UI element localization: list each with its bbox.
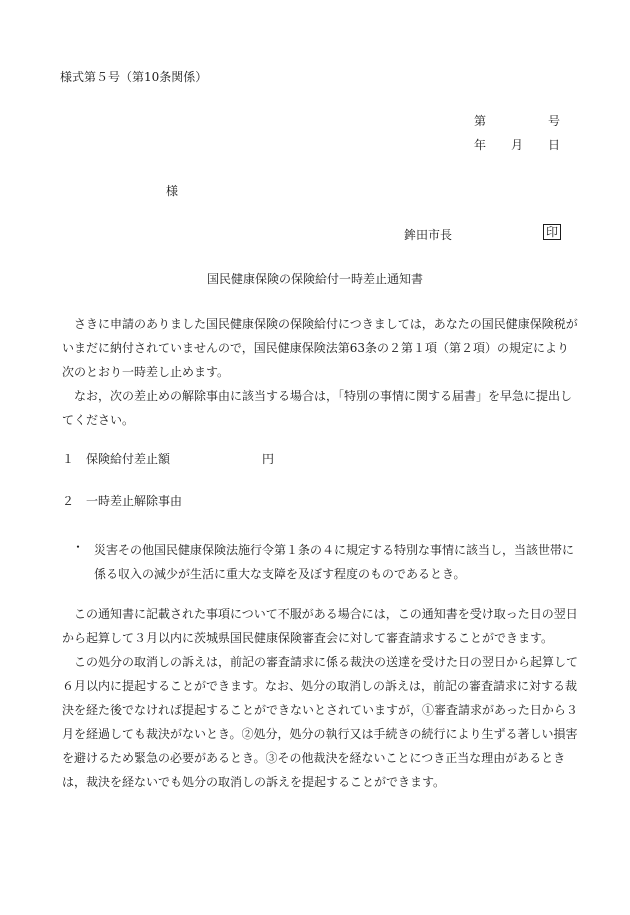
body-paragraph-2: なお，次の差止めの解除事由に該当する場合は，「特別の事情に関する届書」を早急に提出してください。 xyxy=(62,389,573,427)
document-title: 国民健康保険の保険給付一時差止通知書 xyxy=(206,272,423,286)
date-year-label: 年 xyxy=(474,138,487,152)
document-number-label: 第 xyxy=(474,114,487,128)
item-1-unit: 円 xyxy=(262,452,275,466)
item-1-number: １ xyxy=(62,452,75,466)
document-number-suffix: 号 xyxy=(548,114,561,128)
appeal-paragraph-1: この通知書に記載された事項について不服がある場合には，この通知書を受け取った日の翌日から起算して３月以内に茨城県国民健康保険審査会に対して審査請求することができます。 xyxy=(62,607,578,645)
item-1-label: 保険給付差止額 xyxy=(86,452,171,466)
date-month-label: 月 xyxy=(511,138,524,152)
form-number: 様式第５号（第10条関係） xyxy=(60,70,208,84)
item-2-number: ２ xyxy=(62,494,75,508)
issuer-name: 鉾田市長 xyxy=(404,228,453,242)
date-day-label: 日 xyxy=(548,138,561,152)
body-paragraph-1: さきに申請のありました国民健康保険の保険給付につきましては，あなたの国民健康保険税がいまだに納付されていませんので，国民健康保険法第63条の２第１項（第２項）の規定により次のとおり一時差し止めます。 xyxy=(62,317,578,379)
appeal-paragraph-2: この処分の取消しの訴えは，前記の審査請求に係る裁決の送達を受けた日の翌日から起算して６月以内に提起することができます。なお、処分の取消しの訴えは，前記の審査請求に対する裁決を経た後でなければ提起することができないとされていますが，①審査請求があった日から３月を経過しても裁決がないとき。②処分，処分の執行又は手続きの続行により生ずる著しい損害を避けるため緊急の必要があるとき。③その他裁決を経ないことにつき正当な理由があるときは，裁決を経ないでも処分の取消しの訴えを提起することができます。 xyxy=(62,655,579,789)
addressee-suffix: 様 xyxy=(166,184,179,198)
item-2-label: 一時差止解除事由 xyxy=(86,494,183,508)
release-reason-bullet: ・ xyxy=(72,540,85,554)
seal-mark: 印 xyxy=(543,224,561,240)
release-reason-text: 災害その他国民健康保険法施行令第１条の４に規定する特別な事情に該当し，当該世帯に係る収入の減少が生活に重大な支障を及ぼす程度のものであるとき。 xyxy=(94,543,575,581)
